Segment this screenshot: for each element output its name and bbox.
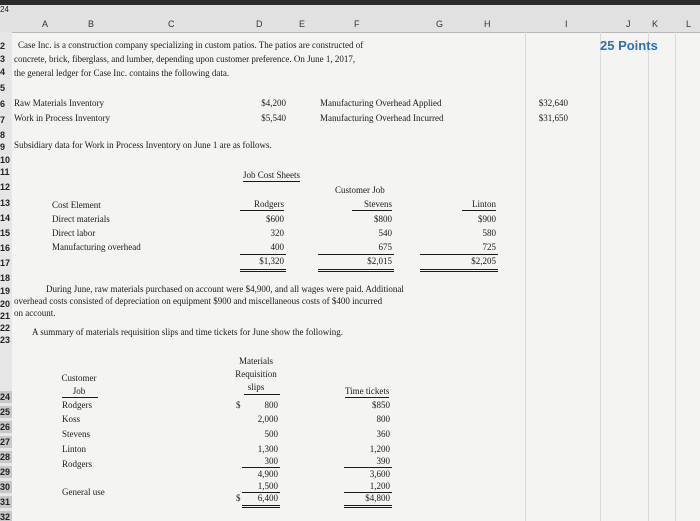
cost-value: 320 — [270, 228, 284, 238]
summary-job: Rodgers — [62, 400, 92, 410]
total-rule — [242, 505, 280, 506]
cost-value: 400 — [270, 242, 284, 252]
intro-line-1: Case Inc. is a construction company specializing in custom patios. The patios are constructed of — [18, 40, 364, 50]
header-rule — [244, 394, 280, 395]
row-header[interactable]: 24 — [0, 392, 11, 402]
time-tickets-header: Time tickets — [345, 386, 390, 396]
raw-materials-label: Raw Materials Inventory — [14, 98, 104, 108]
row-header-bar — [0, 32, 12, 521]
row-header[interactable]: 9 — [0, 142, 6, 152]
row-header[interactable]: 18 — [0, 273, 11, 283]
total-rule — [240, 269, 286, 270]
row-header[interactable]: 27 — [0, 437, 11, 447]
row-header[interactable]: 32 — [0, 512, 11, 521]
column-header-i[interactable]: I — [565, 19, 568, 29]
cost-value: 725 — [482, 242, 496, 252]
row-header[interactable]: 25 — [0, 407, 11, 417]
row-header[interactable]: 12 — [0, 182, 11, 192]
cost-element: Manufacturing overhead — [52, 242, 141, 252]
column-header-c[interactable]: C — [168, 19, 175, 29]
row-header[interactable]: 2 — [0, 41, 6, 51]
materials-value: 500 — [264, 429, 278, 439]
total-rule — [344, 505, 392, 506]
overhead-applied-value: $32,640 — [538, 98, 568, 108]
column-header-j[interactable]: J — [626, 19, 631, 29]
total-linton: $2,205 — [471, 256, 496, 266]
time-value: 1,200 — [369, 481, 390, 491]
row-header[interactable]: 5 — [0, 83, 6, 93]
row-header[interactable]: 22 — [0, 323, 11, 333]
subtotal-rule — [318, 254, 394, 255]
subtotal-rule — [344, 467, 392, 468]
row-header[interactable]: 20 — [0, 299, 11, 309]
row-header[interactable]: 26 — [0, 422, 11, 432]
summary-job: Rodgers — [62, 459, 92, 469]
row-header[interactable]: 28 — [0, 452, 11, 462]
time-value: 360 — [376, 429, 390, 439]
materials-value: 800 — [264, 400, 278, 410]
overhead-applied-label: Manufacturing Overhead Applied — [320, 98, 442, 108]
row-header[interactable]: 19 — [0, 286, 11, 296]
column-header-bar — [0, 5, 700, 33]
total-rule — [240, 271, 286, 272]
materials-value: 1,300 — [257, 444, 278, 454]
row-header[interactable]: 29 — [0, 467, 11, 477]
column-header-e[interactable]: E — [299, 19, 306, 29]
row-header[interactable]: 8 — [0, 130, 6, 140]
corner-cell: 24 — [0, 5, 9, 14]
row-header[interactable]: 13 — [0, 198, 11, 208]
june-line-2: overhead costs consisted of depreciation on equipment $900 and miscellaneous costs of $400 incurred — [14, 296, 383, 306]
grid-line — [648, 32, 649, 521]
cost-value: $900 — [478, 214, 496, 224]
row-header[interactable]: 4 — [0, 67, 6, 77]
time-value: 1,200 — [369, 444, 390, 454]
total-rule — [344, 507, 392, 508]
row-header[interactable]: 11 — [0, 167, 10, 177]
summary-job: Koss — [62, 414, 81, 424]
grid-line — [675, 32, 676, 521]
cost-value: 540 — [378, 228, 392, 238]
points-label: 25 Points — [600, 38, 658, 53]
column-header-l[interactable]: L — [686, 19, 692, 29]
row-header[interactable]: 21 — [0, 311, 11, 321]
dollar-sign: $ — [236, 400, 241, 410]
job-header-linton: Linton — [462, 199, 496, 211]
column-header-f[interactable]: F — [354, 19, 360, 29]
cost-value: $800 — [374, 214, 392, 224]
total-rule — [318, 269, 394, 270]
june-line-1: During June, raw materials purchased on account were $4,900, and all wages were paid. Additional — [46, 284, 404, 294]
materials-value: 1,500 — [257, 481, 278, 491]
job-header-stevens: Stevens — [352, 199, 392, 211]
time-subtotal: 3,600 — [369, 469, 390, 479]
materials-subtotal: 4,900 — [257, 469, 278, 479]
time-value: $850 — [372, 400, 390, 410]
total-rule — [420, 271, 498, 272]
row-header[interactable]: 23 — [0, 335, 11, 345]
time-total: $4,800 — [365, 493, 390, 503]
job-cost-sheets-title: Job Cost Sheets — [243, 170, 301, 180]
materials-header: Requisition — [235, 369, 277, 379]
column-header-d[interactable]: D — [256, 19, 263, 29]
row-header[interactable]: 14 — [0, 213, 11, 223]
summary-job: Stevens — [62, 429, 90, 439]
row-header[interactable]: 30 — [0, 482, 11, 492]
time-value: 390 — [376, 456, 390, 466]
customer-header: Job — [72, 386, 86, 396]
total-rule — [318, 271, 394, 272]
row-header[interactable]: 6 — [0, 99, 6, 109]
intro-line-2: concrete, brick, fiberglass, and lumber, depending upon customer preference. On June 1, 2017, — [14, 54, 356, 64]
materials-value: 300 — [264, 456, 278, 466]
june-line-4: A summary of materials requisition slips and time tickets for June show the following. — [32, 327, 343, 337]
job-header-rodgers: Rodgers — [240, 199, 284, 211]
summary-job: Linton — [62, 444, 86, 454]
row-header[interactable]: 3 — [0, 54, 6, 64]
customer-job-header: Customer Job — [335, 185, 385, 195]
time-value: 800 — [376, 414, 390, 424]
total-stevens: $2,015 — [367, 256, 392, 266]
dollar-sign: $ — [236, 493, 241, 503]
wip-value: $5,540 — [261, 113, 286, 123]
cost-element: Direct materials — [52, 214, 110, 224]
subtotal-rule — [242, 467, 280, 468]
subsidiary-text: Subsidiary data for Work in Process Inventory on June 1 are as follows. — [14, 140, 272, 150]
cost-value: 580 — [482, 228, 496, 238]
cost-element-header: Cost Element — [52, 200, 101, 210]
row-header[interactable]: 31 — [0, 497, 11, 507]
raw-materials-value: $4,200 — [261, 98, 286, 108]
intro-line-3: the general ledger for Case Inc. contains the following data. — [14, 68, 230, 78]
header-rule — [62, 397, 98, 398]
materials-header: slips — [247, 382, 265, 392]
column-header-h[interactable]: H — [484, 19, 491, 29]
cost-value: 675 — [378, 242, 392, 252]
row-header[interactable]: 10 — [0, 155, 11, 165]
cost-element: Direct labor — [52, 228, 96, 238]
row-header[interactable]: 15 — [0, 228, 11, 238]
column-header-b[interactable]: B — [88, 19, 95, 29]
june-line-3: on account. — [14, 308, 56, 318]
subtotal-rule — [420, 254, 498, 255]
grid-line — [600, 32, 601, 521]
overhead-incurred-value: $31,650 — [538, 113, 568, 123]
total-rule — [242, 507, 280, 508]
column-header-k[interactable]: K — [652, 19, 659, 29]
materials-total: 6,400 — [257, 493, 278, 503]
summary-job: General use — [62, 487, 105, 497]
row-header[interactable]: 17 — [0, 258, 11, 268]
customer-header: Customer — [61, 373, 97, 383]
materials-header: Materials — [239, 356, 273, 366]
row-header[interactable]: 16 — [0, 243, 11, 253]
row-header[interactable]: 7 — [0, 115, 6, 125]
materials-value: 2,000 — [257, 414, 278, 424]
cost-value: $600 — [266, 214, 284, 224]
wip-label: Work in Process Inventory — [14, 113, 111, 123]
subtotal-rule — [240, 254, 286, 255]
total-rule — [420, 269, 498, 270]
column-header-g[interactable]: G — [436, 19, 444, 29]
total-rodgers: $1,320 — [259, 256, 284, 266]
column-header-a[interactable]: A — [42, 19, 49, 29]
overhead-incurred-label: Manufacturing Overhead Incurred — [320, 113, 444, 123]
